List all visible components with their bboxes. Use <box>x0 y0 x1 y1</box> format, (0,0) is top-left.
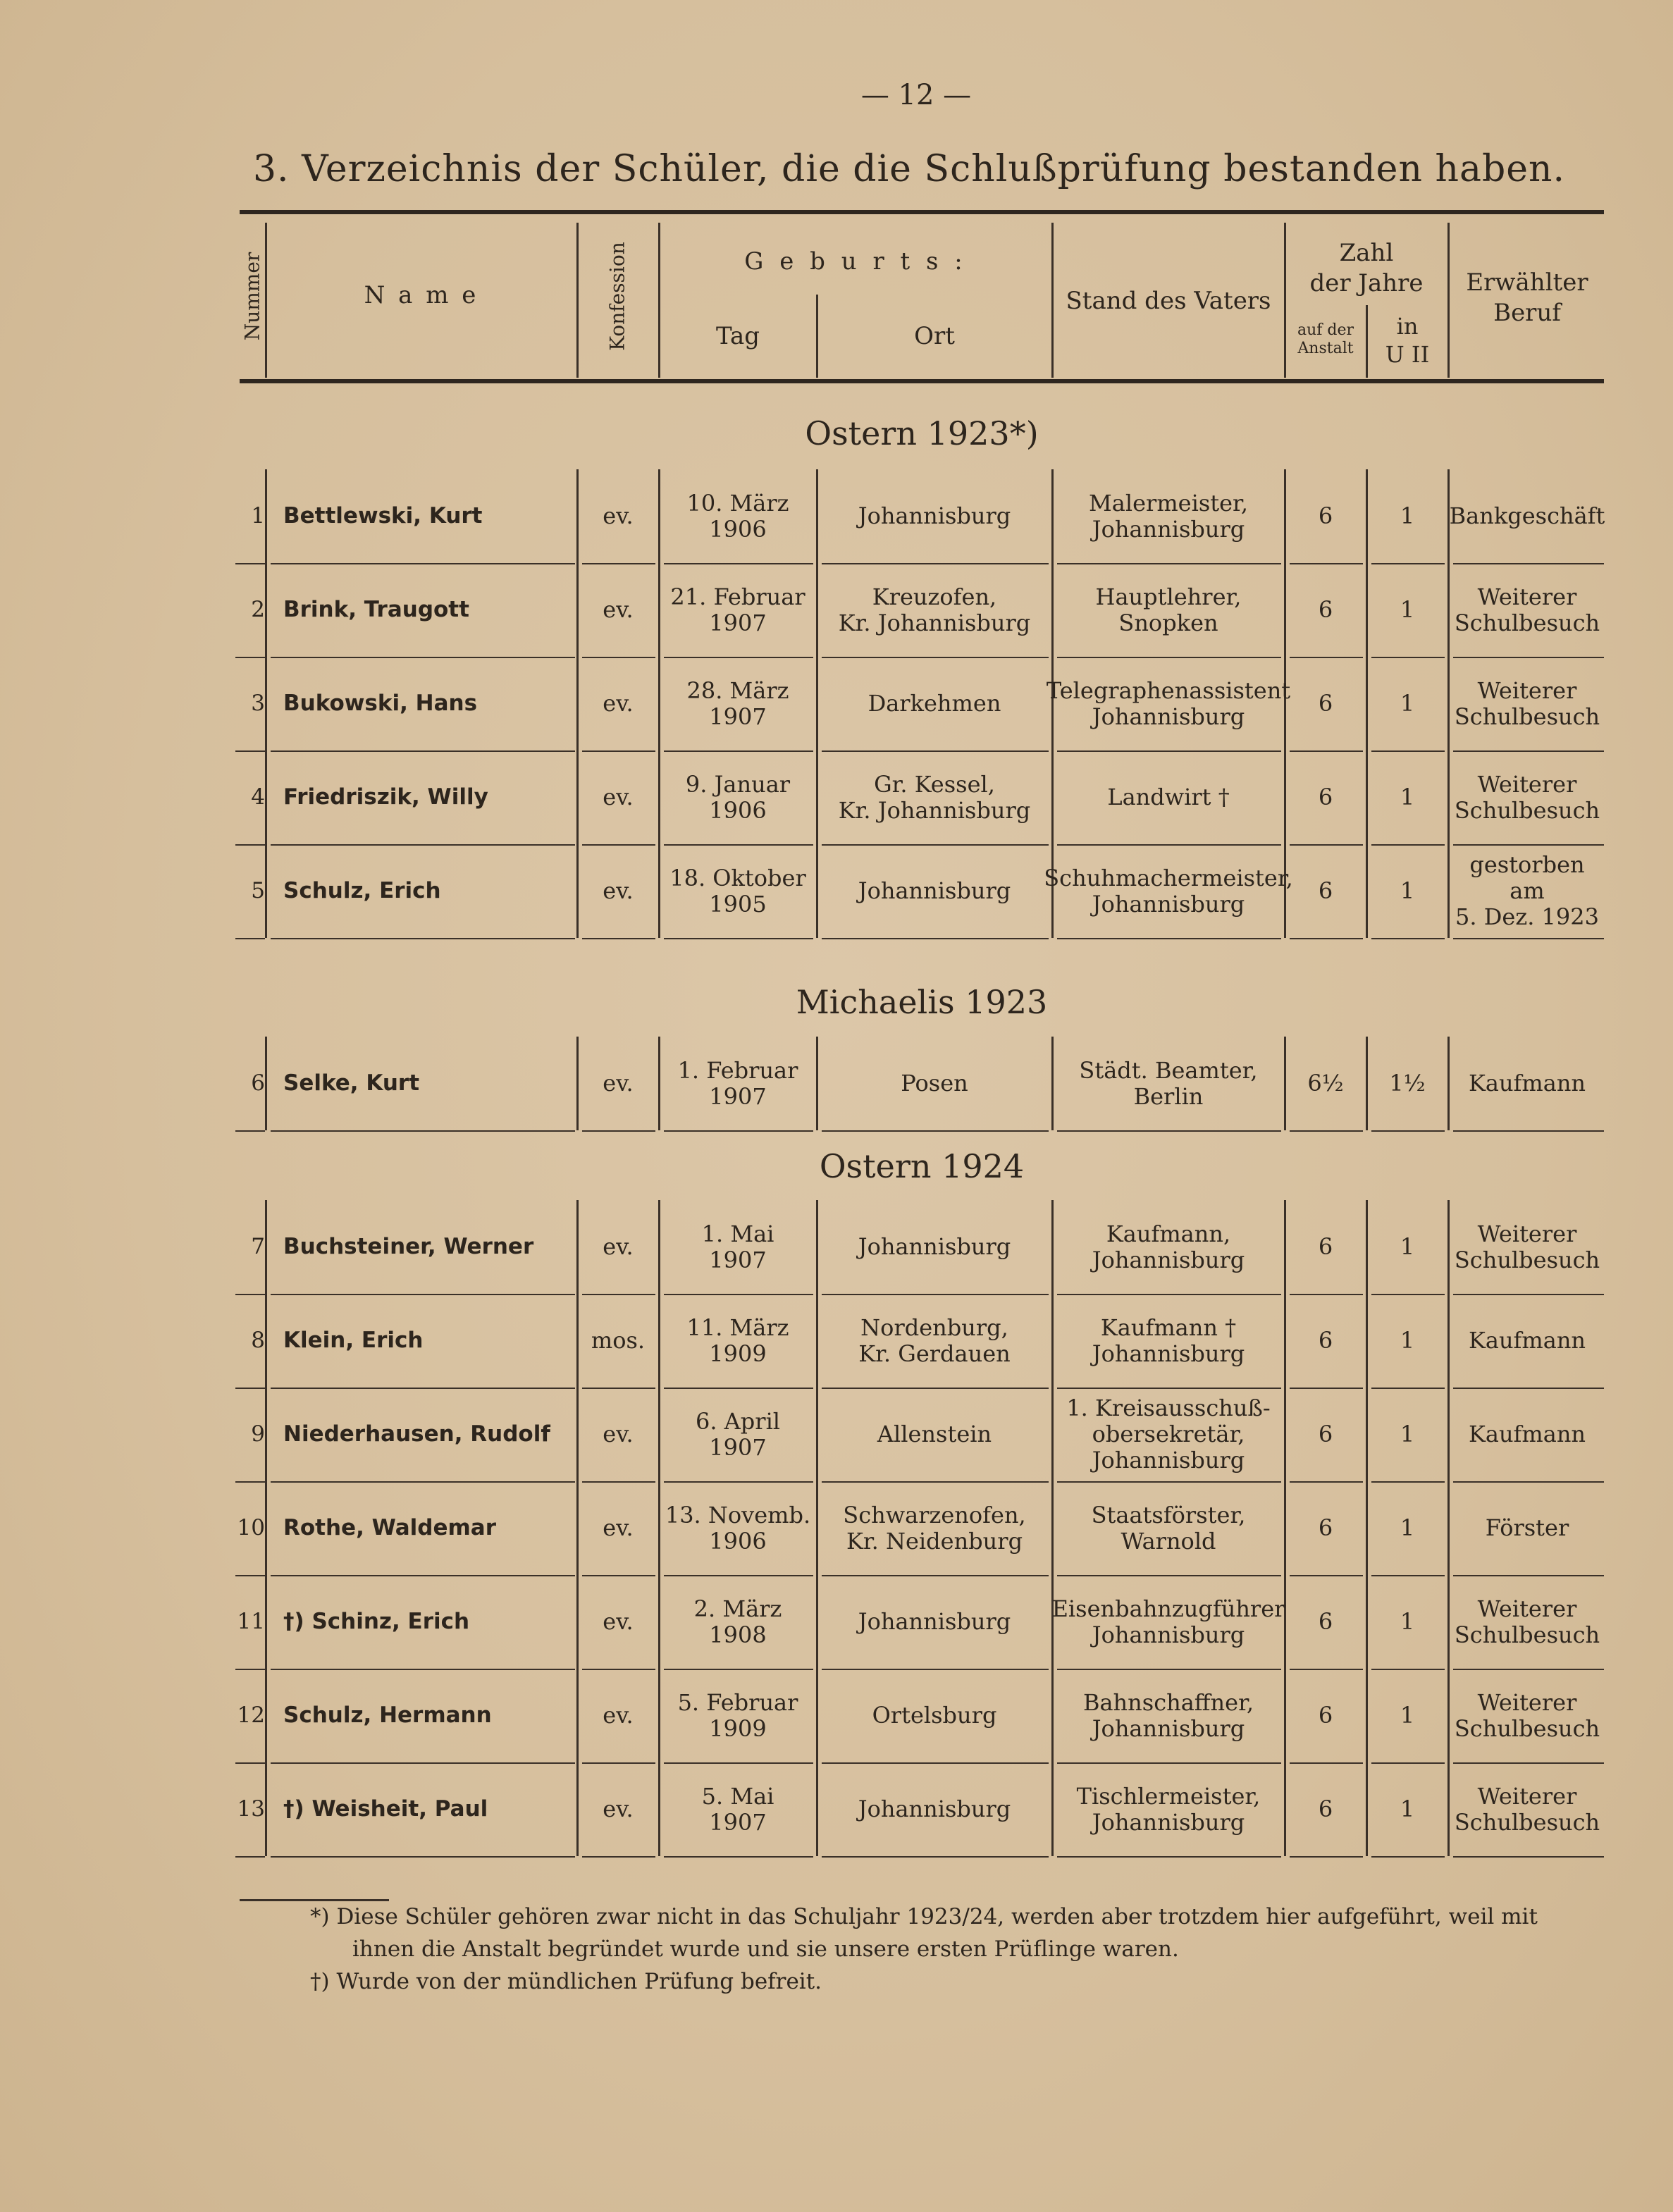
cell-nummer: 9 <box>251 1421 265 1447</box>
cell-konfession: ev. <box>603 1070 634 1097</box>
cell-name: Selke, Kurt <box>283 1070 420 1096</box>
cell-beruf: Bankgeschäft <box>1449 502 1605 530</box>
cell-geburtsort: Ortelsburg <box>872 1702 997 1729</box>
row-separator <box>1453 1856 1604 1858</box>
column-divider <box>658 1200 660 1856</box>
cell-name: Schulz, Hermann <box>283 1702 492 1728</box>
cell-beruf: gestorben am 5. Dez. 1923 <box>1455 851 1599 930</box>
cell-nummer: 11 <box>237 1608 265 1634</box>
column-divider <box>658 1037 660 1130</box>
cell-geburtsort: Johannisburg <box>858 877 1011 905</box>
cell-konfession: ev. <box>603 596 634 624</box>
row-separator <box>582 1856 655 1858</box>
row-separator <box>271 1130 575 1132</box>
row-separator <box>1290 1856 1363 1858</box>
cell-nummer: 2 <box>251 596 265 622</box>
cell-geburtstag: 2. März 1908 <box>693 1595 782 1648</box>
cell-beruf: Weiterer Schulbesuch <box>1454 1782 1600 1836</box>
cell-jahre-uii: 1 <box>1400 1796 1415 1823</box>
header-divider <box>816 295 818 378</box>
cell-stand-des-vaters: Staatsförster, Warnold <box>1091 1501 1246 1555</box>
cell-geburtstag: 1. Mai 1907 <box>701 1220 774 1273</box>
row-separator <box>1057 1130 1281 1132</box>
cell-jahre-anstalt: 6 <box>1318 877 1333 905</box>
cell-jahre-uii: 1 <box>1400 1233 1415 1261</box>
cell-nummer: 5 <box>251 877 265 903</box>
cell-name: †) Weisheit, Paul <box>283 1796 488 1822</box>
row-separator <box>271 938 575 939</box>
column-divider <box>816 1200 818 1856</box>
cell-stand-des-vaters: Eisenbahnzugführer Johannisburg <box>1051 1595 1285 1648</box>
cell-name: Rothe, Waldemar <box>283 1514 497 1540</box>
column-divider <box>1051 1037 1054 1130</box>
header-nummer: Nummer <box>240 252 264 341</box>
column-divider <box>1051 1200 1054 1856</box>
column-divider <box>1447 1200 1450 1856</box>
cell-beruf: Weiterer Schulbesuch <box>1454 1595 1600 1648</box>
row-separator <box>1290 938 1363 939</box>
cell-stand-des-vaters: Bahnschaffner, Johannisburg <box>1082 1688 1254 1742</box>
row-separator <box>582 1130 655 1132</box>
cell-geburtsort: Schwarzenofen, Kr. Neidenburg <box>843 1501 1026 1555</box>
row-separator <box>235 1130 265 1132</box>
column-divider <box>1366 1037 1368 1130</box>
cell-jahre-uii: 1 <box>1400 502 1415 530</box>
cell-jahre-uii: 1 <box>1400 596 1415 624</box>
cell-jahre-uii: 1 <box>1400 1514 1415 1542</box>
cell-stand-des-vaters: Schuhmachermeister, Johannisburg <box>1044 864 1293 917</box>
cell-stand-des-vaters: Telegraphenassistent Johannisburg <box>1046 676 1291 730</box>
row-separator <box>1371 938 1445 939</box>
header-stand-des-vaters: Stand des Vaters <box>1066 287 1271 315</box>
header-bottom-rule <box>240 379 1604 383</box>
row-separator <box>271 1856 575 1858</box>
cell-nummer: 7 <box>251 1233 265 1259</box>
header-divider <box>576 223 579 378</box>
cell-geburtstag: 6. April 1907 <box>695 1407 781 1461</box>
cell-nummer: 8 <box>251 1327 265 1353</box>
cell-geburtstag: 21. Februar 1907 <box>670 583 805 636</box>
cell-konfession: ev. <box>603 1514 634 1542</box>
cell-jahre-anstalt: 6 <box>1318 690 1333 717</box>
header-konfession: Konfession <box>605 242 629 351</box>
footnote-star-line2: ihnen die Anstalt begründet wurde und sie unsere ersten Prüflinge waren. <box>352 1936 1179 1962</box>
header-geburts: G e b u r t s : <box>744 247 967 276</box>
cell-jahre-uii: 1 <box>1400 1327 1415 1354</box>
cell-konfession: ev. <box>603 1233 634 1261</box>
page-title: 3. Verzeichnis der Schüler, die die Schlußprüfung bestanden haben. <box>252 148 1566 190</box>
cell-name: Bukowski, Hans <box>283 690 478 716</box>
cell-jahre-anstalt: 6 <box>1318 596 1333 624</box>
header-divider <box>265 223 267 378</box>
cell-geburtstag: 28. März 1907 <box>686 676 789 730</box>
column-divider <box>816 1037 818 1130</box>
row-separator <box>1371 1130 1445 1132</box>
cell-stand-des-vaters: Malermeister, Johannisburg <box>1089 489 1248 543</box>
row-separator <box>822 938 1049 939</box>
row-separator <box>1290 1130 1363 1132</box>
cell-beruf: Kaufmann <box>1468 1421 1586 1448</box>
footnote-dagger: †) Wurde von der mündlichen Prüfung befreit. <box>310 1969 822 1994</box>
header-divider <box>1447 223 1450 378</box>
header-erwaehlter-beruf: Erwählter Beruf <box>1466 268 1588 327</box>
cell-jahre-anstalt: 6 <box>1318 1514 1333 1542</box>
row-separator <box>1057 938 1281 939</box>
cell-stand-des-vaters: Landwirt † <box>1107 784 1230 811</box>
header-divider <box>658 223 660 378</box>
cell-stand-des-vaters: 1. Kreisausschuß- obersekretär, Johannisburg <box>1066 1395 1271 1473</box>
cell-geburtstag: 18. Oktober 1905 <box>669 864 806 917</box>
cell-stand-des-vaters: Kaufmann † Johannisburg <box>1092 1314 1245 1367</box>
cell-jahre-anstalt: 6 <box>1318 1327 1333 1354</box>
cell-geburtsort: Johannisburg <box>858 502 1011 530</box>
row-separator <box>822 1856 1049 1858</box>
cell-name: Klein, Erich <box>283 1327 424 1353</box>
cell-geburtsort: Kreuzofen, Kr. Johannisburg <box>838 583 1031 636</box>
cell-konfession: ev. <box>603 784 634 811</box>
cell-geburtsort: Nordenburg, Kr. Gerdauen <box>858 1314 1011 1367</box>
row-separator <box>1453 1130 1604 1132</box>
header-divider <box>1051 223 1054 378</box>
cell-name: †) Schinz, Erich <box>283 1608 470 1634</box>
cell-nummer: 13 <box>237 1796 265 1822</box>
header-divider <box>1284 223 1286 378</box>
cell-beruf: Förster <box>1485 1514 1569 1542</box>
row-separator <box>822 1130 1049 1132</box>
cell-jahre-uii: 1½ <box>1389 1070 1426 1097</box>
cell-jahre-uii: 1 <box>1400 1702 1415 1729</box>
cell-stand-des-vaters: Hauptlehrer, Snopken <box>1095 583 1242 636</box>
cell-beruf: Weiterer Schulbesuch <box>1454 1688 1600 1742</box>
column-divider <box>658 469 660 938</box>
header-ort: Ort <box>914 322 955 350</box>
cell-stand-des-vaters: Tischlermeister, Johannisburg <box>1076 1782 1261 1836</box>
header-tag: Tag <box>715 322 760 350</box>
cell-geburtstag: 11. März 1909 <box>686 1314 789 1367</box>
cell-geburtsort: Posen <box>901 1070 968 1097</box>
cell-konfession: ev. <box>603 502 634 530</box>
column-divider <box>816 469 818 938</box>
section-heading: Michaelis 1923 <box>796 983 1048 1021</box>
section-heading: Ostern 1924 <box>819 1147 1025 1185</box>
header-name: N a m e <box>364 281 479 309</box>
column-divider <box>1284 1037 1286 1130</box>
cell-jahre-uii: 1 <box>1400 690 1415 717</box>
cell-jahre-anstalt: 6½ <box>1307 1070 1344 1097</box>
cell-name: Niederhausen, Rudolf <box>283 1421 550 1447</box>
cell-konfession: ev. <box>603 1608 634 1636</box>
cell-beruf: Weiterer Schulbesuch <box>1454 583 1600 636</box>
cell-geburtsort: Allenstein <box>877 1421 992 1448</box>
row-separator <box>1453 938 1604 939</box>
cell-konfession: ev. <box>603 1796 634 1823</box>
column-divider <box>1366 1200 1368 1856</box>
student-table <box>237 210 1605 1859</box>
header-zahl-der-jahre: Zahl der Jahre <box>1309 239 1424 297</box>
cell-beruf: Kaufmann <box>1468 1070 1586 1097</box>
row-separator <box>1057 1856 1281 1858</box>
header-divider <box>1366 305 1368 378</box>
cell-konfession: ev. <box>603 1421 634 1448</box>
cell-beruf: Kaufmann <box>1468 1327 1586 1354</box>
cell-jahre-anstalt: 6 <box>1318 1608 1333 1636</box>
cell-nummer: 6 <box>251 1070 265 1096</box>
cell-konfession: ev. <box>603 1702 634 1729</box>
cell-beruf: Weiterer Schulbesuch <box>1454 676 1600 730</box>
cell-jahre-uii: 1 <box>1400 1421 1415 1448</box>
table-top-rule <box>240 210 1604 214</box>
page-number: — 12 — <box>860 79 972 111</box>
cell-geburtsort: Johannisburg <box>858 1608 1011 1636</box>
cell-jahre-anstalt: 6 <box>1318 1796 1333 1823</box>
header-in-uii: in U II <box>1385 313 1430 368</box>
column-divider <box>1447 1037 1450 1130</box>
row-separator <box>664 1130 813 1132</box>
column-divider <box>1284 1200 1286 1856</box>
cell-konfession: mos. <box>591 1327 646 1354</box>
cell-geburtstag: 5. Februar 1909 <box>677 1688 798 1742</box>
cell-geburtstag: 10. März 1906 <box>686 489 789 543</box>
cell-name: Friedriszik, Willy <box>283 784 488 810</box>
cell-jahre-anstalt: 6 <box>1318 1702 1333 1729</box>
cell-jahre-uii: 1 <box>1400 1608 1415 1636</box>
column-divider <box>1447 469 1450 938</box>
cell-jahre-anstalt: 6 <box>1318 784 1333 811</box>
row-separator <box>235 938 265 939</box>
row-separator <box>664 1856 813 1858</box>
cell-jahre-uii: 1 <box>1400 784 1415 811</box>
cell-geburtstag: 13. Novemb. 1906 <box>665 1501 811 1555</box>
cell-beruf: Weiterer Schulbesuch <box>1454 770 1600 824</box>
cell-nummer: 3 <box>251 690 265 716</box>
cell-name: Bettlewski, Kurt <box>283 502 483 529</box>
cell-beruf: Weiterer Schulbesuch <box>1454 1220 1600 1273</box>
cell-stand-des-vaters: Kaufmann, Johannisburg <box>1092 1220 1245 1273</box>
cell-jahre-uii: 1 <box>1400 877 1415 905</box>
cell-geburtstag: 1. Februar 1907 <box>677 1056 798 1110</box>
cell-konfession: ev. <box>603 690 634 717</box>
cell-geburtsort: Gr. Kessel, Kr. Johannisburg <box>838 770 1031 824</box>
footnote-star-line1: *) Diese Schüler gehören zwar nicht in das Schuljahr 1923/24, werden aber trotzdem hier aufgeführt, weil mit <box>310 1904 1538 1929</box>
header-auf-der-anstalt: auf der Anstalt <box>1297 321 1354 358</box>
cell-name: Brink, Traugott <box>283 596 469 622</box>
column-divider <box>1366 469 1368 938</box>
cell-geburtstag: 5. Mai 1907 <box>701 1782 774 1836</box>
cell-name: Schulz, Erich <box>283 877 441 903</box>
cell-jahre-anstalt: 6 <box>1318 1421 1333 1448</box>
row-separator <box>664 938 813 939</box>
cell-jahre-anstalt: 6 <box>1318 1233 1333 1261</box>
cell-stand-des-vaters: Städt. Beamter, Berlin <box>1079 1056 1258 1110</box>
cell-name: Buchsteiner, Werner <box>283 1233 534 1259</box>
cell-geburtstag: 9. Januar 1906 <box>685 770 791 824</box>
cell-jahre-anstalt: 6 <box>1318 502 1333 530</box>
row-separator <box>1371 1856 1445 1858</box>
cell-geburtsort: Johannisburg <box>858 1796 1011 1823</box>
cell-nummer: 10 <box>237 1514 265 1540</box>
row-separator <box>582 938 655 939</box>
cell-konfession: ev. <box>603 877 634 905</box>
row-separator <box>235 1856 265 1858</box>
cell-geburtsort: Darkehmen <box>868 690 1001 717</box>
section-heading: Ostern 1923*) <box>805 414 1039 452</box>
cell-nummer: 1 <box>251 502 265 529</box>
cell-geburtsort: Johannisburg <box>858 1233 1011 1261</box>
cell-nummer: 4 <box>251 784 265 810</box>
cell-nummer: 12 <box>237 1702 265 1728</box>
